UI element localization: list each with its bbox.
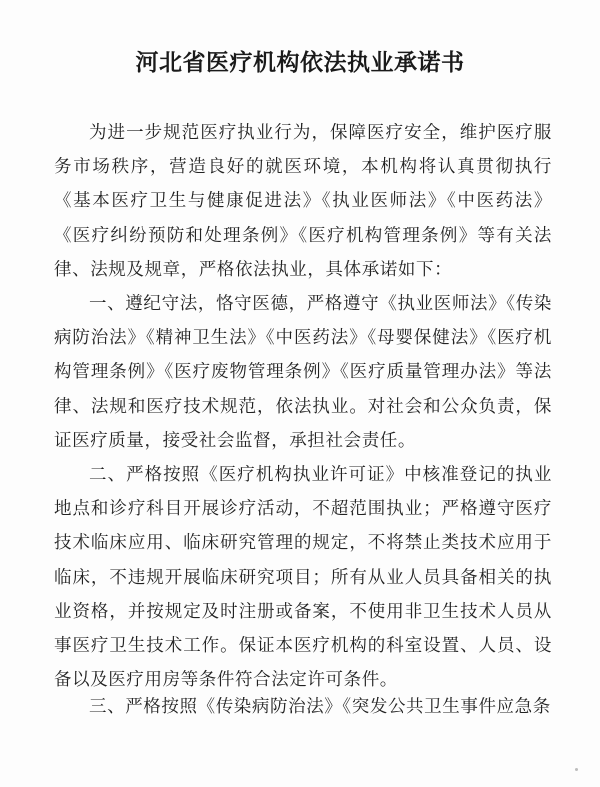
truncated-paragraph [54, 690, 594, 724]
document-body [54, 116, 552, 697]
commitment-paragraph-1: 一、遵纪守法，恪守医德，严格遵守《执业医师法》《传染病防治法》《精神卫生法》《中医药法》《母婴保健法》《医疗机构管理条例》《医疗废物管理条例》《医疗质量管理办法》等法律、法规和医疗技术规范，依法执业。对社会和公众负责，保证医疗质量，接受社会监督，承担社会责任。 [54, 294, 552, 451]
document-title: 河北省医疗机构依法执业承诺书 [135, 49, 465, 76]
commitment-paragraph-3-line: 三、严格按照《传染病防治法》《突发公共卫生事件应急条 [89, 697, 551, 717]
scan-speck [575, 768, 578, 771]
commitment-paragraph-2: 二、严格按照《医疗机构执业许可证》中核准登记的执业地点和诊疗科目开展诊疗活动，不超范围执业；严格遵守医疗技术临床应用、临床研究管理的规定，不将禁止类技术应用于临床，不违规开展临床研究项目；所有从业人员具备相关的执业资格，并按规定及时注册或备案，不使用非卫生技术人员从事医疗卫生技术工作。保证本医疗机构的科室设置、人员、设备以及医疗用房等条件符合法定许可条件。 [54, 465, 552, 691]
intro-paragraph: 为进一步规范医疗执业行为，保障医疗安全，维护医疗服务市场秩序，营造良好的就医环境，本机构将认真贯彻执行《基本医疗卫生与健康促进法》《执业医师法》《中医药法》《医疗纠纷预防和处理条例》《医疗机构管理条例》等有关法律、法规及规章，严格依法执业，具体承诺如下： [54, 123, 552, 280]
